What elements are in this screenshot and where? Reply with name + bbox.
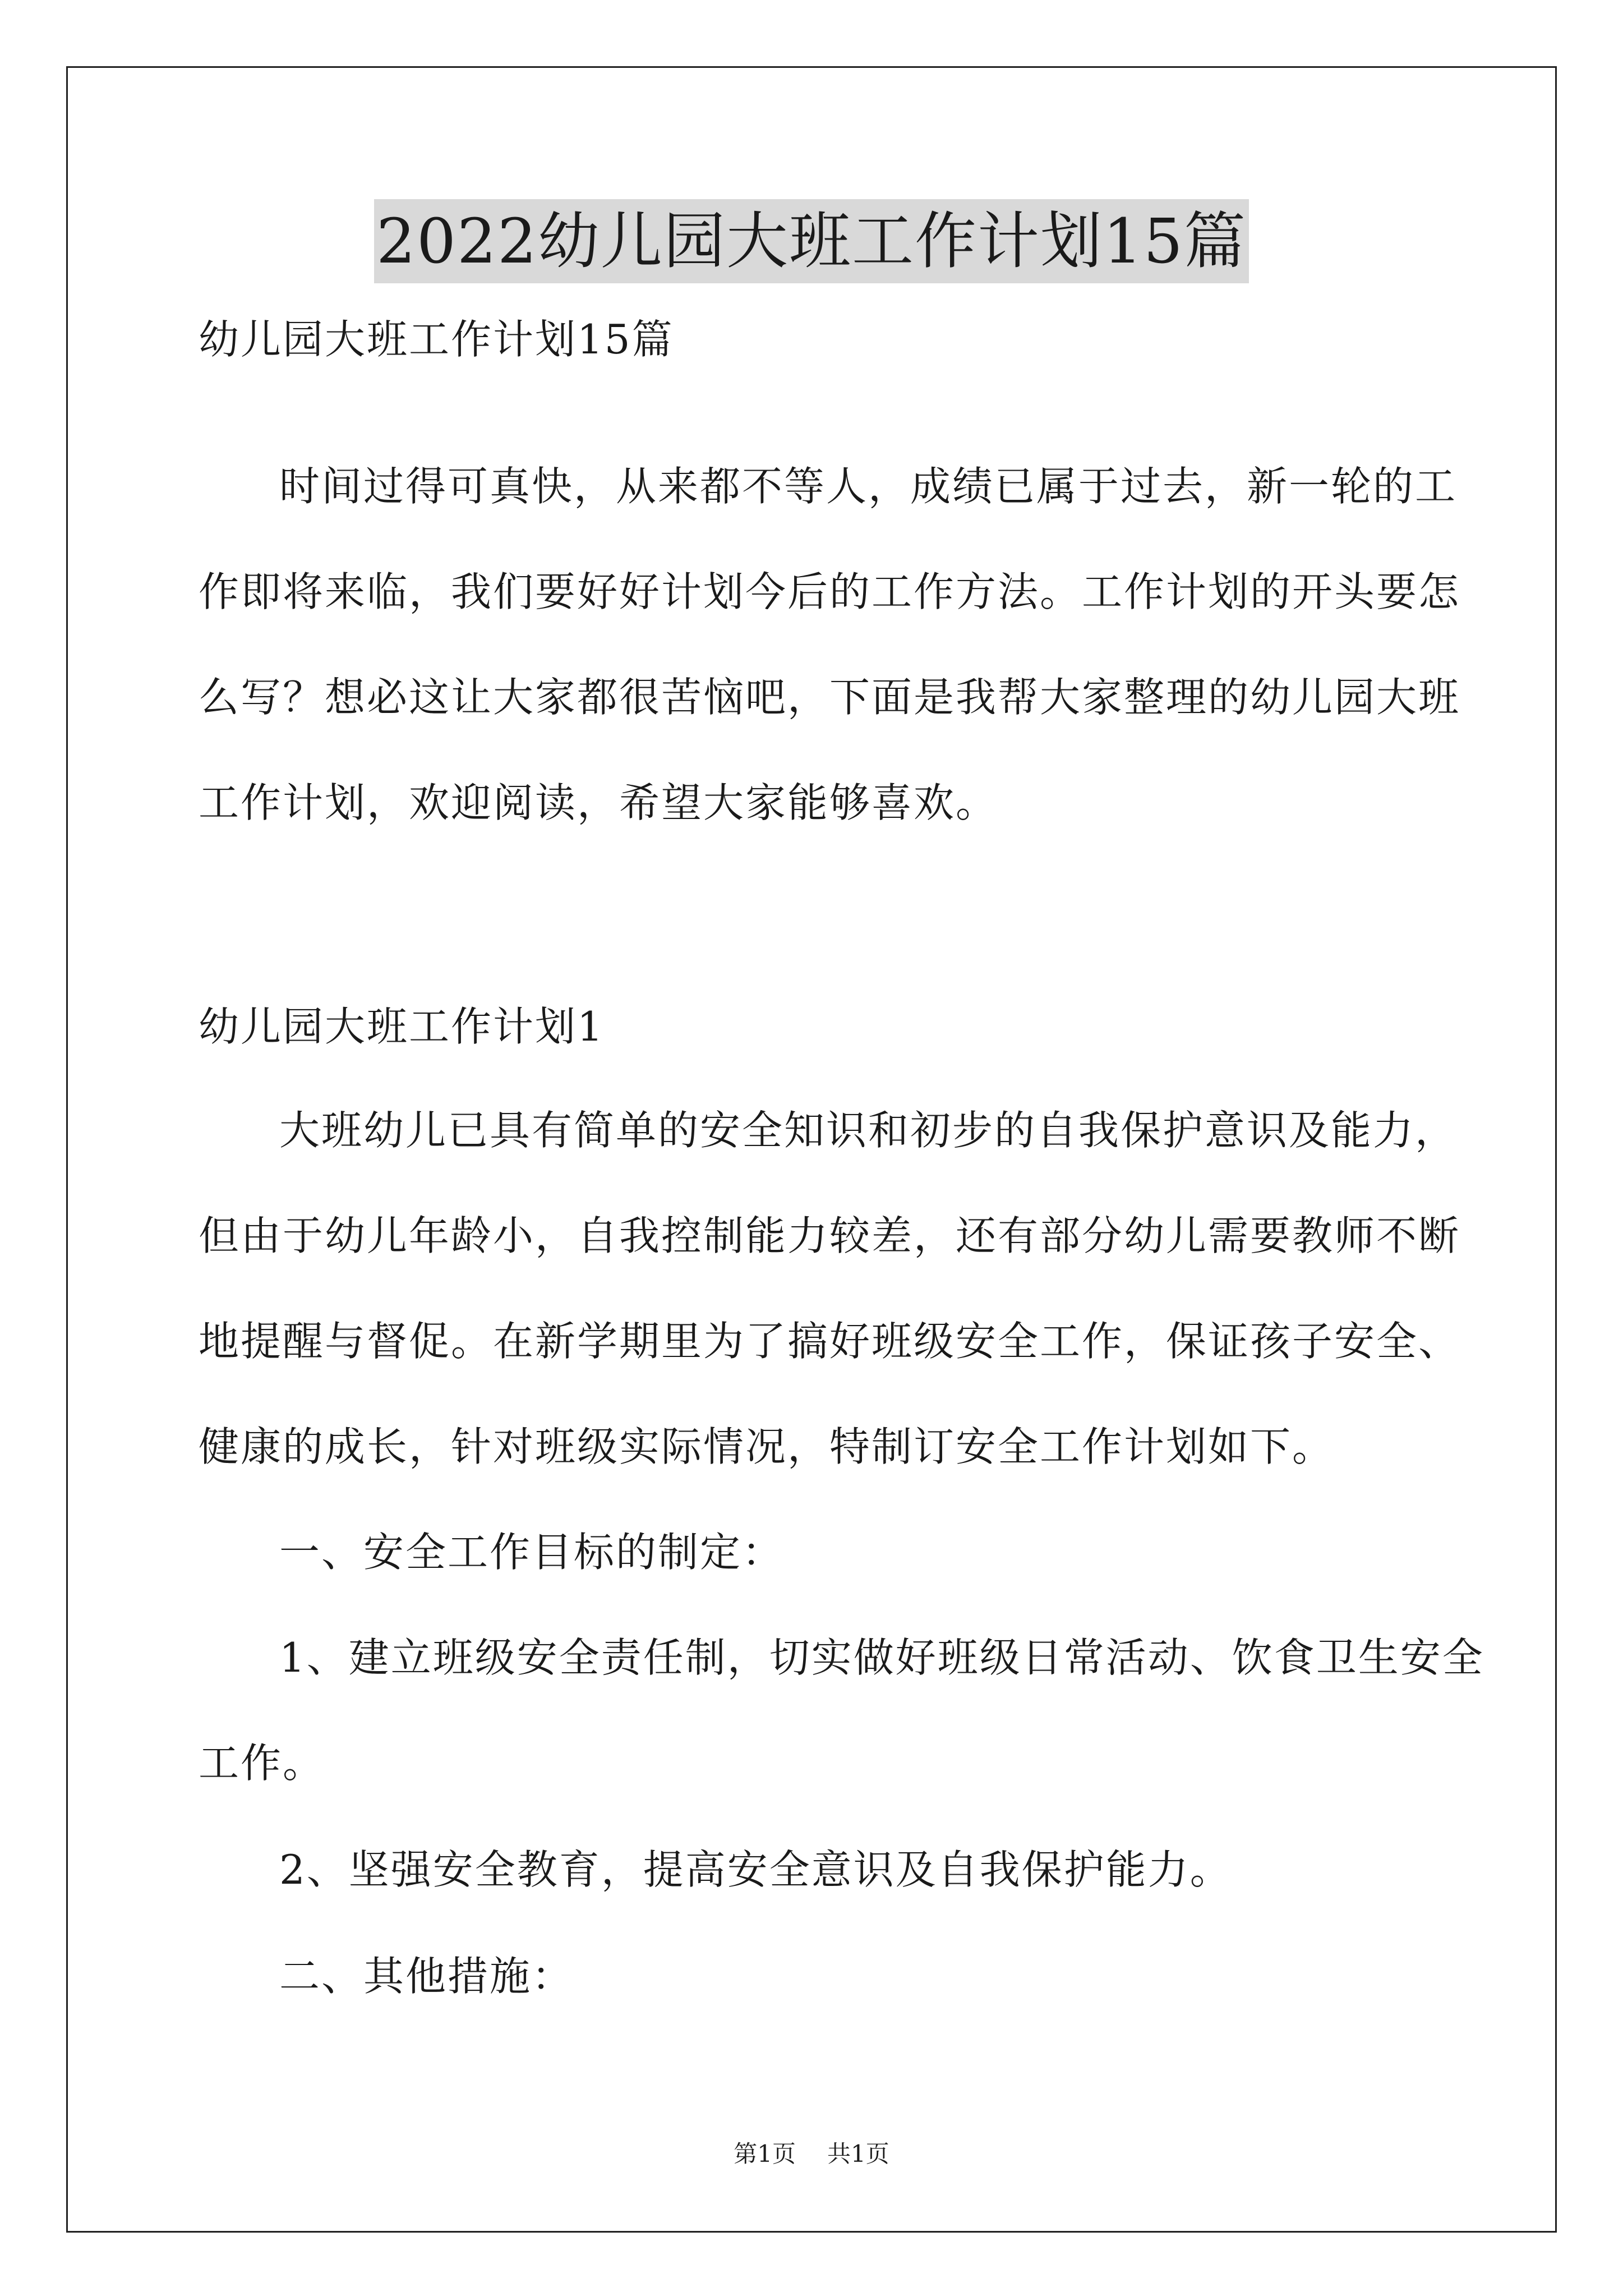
- body-line-6: 1、建立班级安全责任制，切实做好班级日常活动、饮食卫生安全: [279, 1634, 1484, 1681]
- body-line-4: 健康的成长，针对班级实际情况，特制订安全工作计划如下。: [199, 1423, 1335, 1470]
- body-line-2: 但由于幼儿年龄小，自我控制能力较差，还有部分幼儿需要教师不断: [199, 1212, 1461, 1259]
- document-title: 2022幼儿园大班工作计划15篇: [374, 199, 1249, 283]
- page-footer: [0, 2137, 1623, 2171]
- body-line-7: 工作。: [199, 1740, 325, 1787]
- body-line-1: 大班幼儿已具有简单的安全知识和初步的自我保护意识及能力，: [279, 1107, 1458, 1154]
- body-line-9: 二、其他措施：: [279, 1953, 574, 2000]
- title-container: [0, 199, 1623, 283]
- body-line-3: 地提醒与督促。在新学期里为了搞好班级安全工作，保证孩子安全、: [199, 1318, 1461, 1365]
- document-subtitle: 幼儿园大班工作计划15篇: [199, 316, 674, 363]
- intro-line-1: 时间过得可真快，从来都不等人，成绩已属于过去，新一轮的工: [279, 463, 1458, 510]
- body-line-8: 2、坚强安全教育，提高安全意识及自我保护能力。: [279, 1846, 1232, 1893]
- page-total: 共1页: [827, 2140, 889, 2168]
- intro-line-4: 工作计划，欢迎阅读，希望大家能够喜欢。: [199, 779, 998, 826]
- intro-line-3: 么写？想必这让大家都很苦恼吧，下面是我帮大家整理的幼儿园大班: [199, 674, 1461, 721]
- page-number: 第1页: [734, 2140, 796, 2168]
- intro-line-2: 作即将来临，我们要好好计划今后的工作方法。工作计划的开头要怎: [199, 568, 1461, 615]
- section-heading: 幼儿园大班工作计划1: [199, 1003, 605, 1050]
- body-line-5: 一、安全工作目标的制定：: [279, 1529, 785, 1576]
